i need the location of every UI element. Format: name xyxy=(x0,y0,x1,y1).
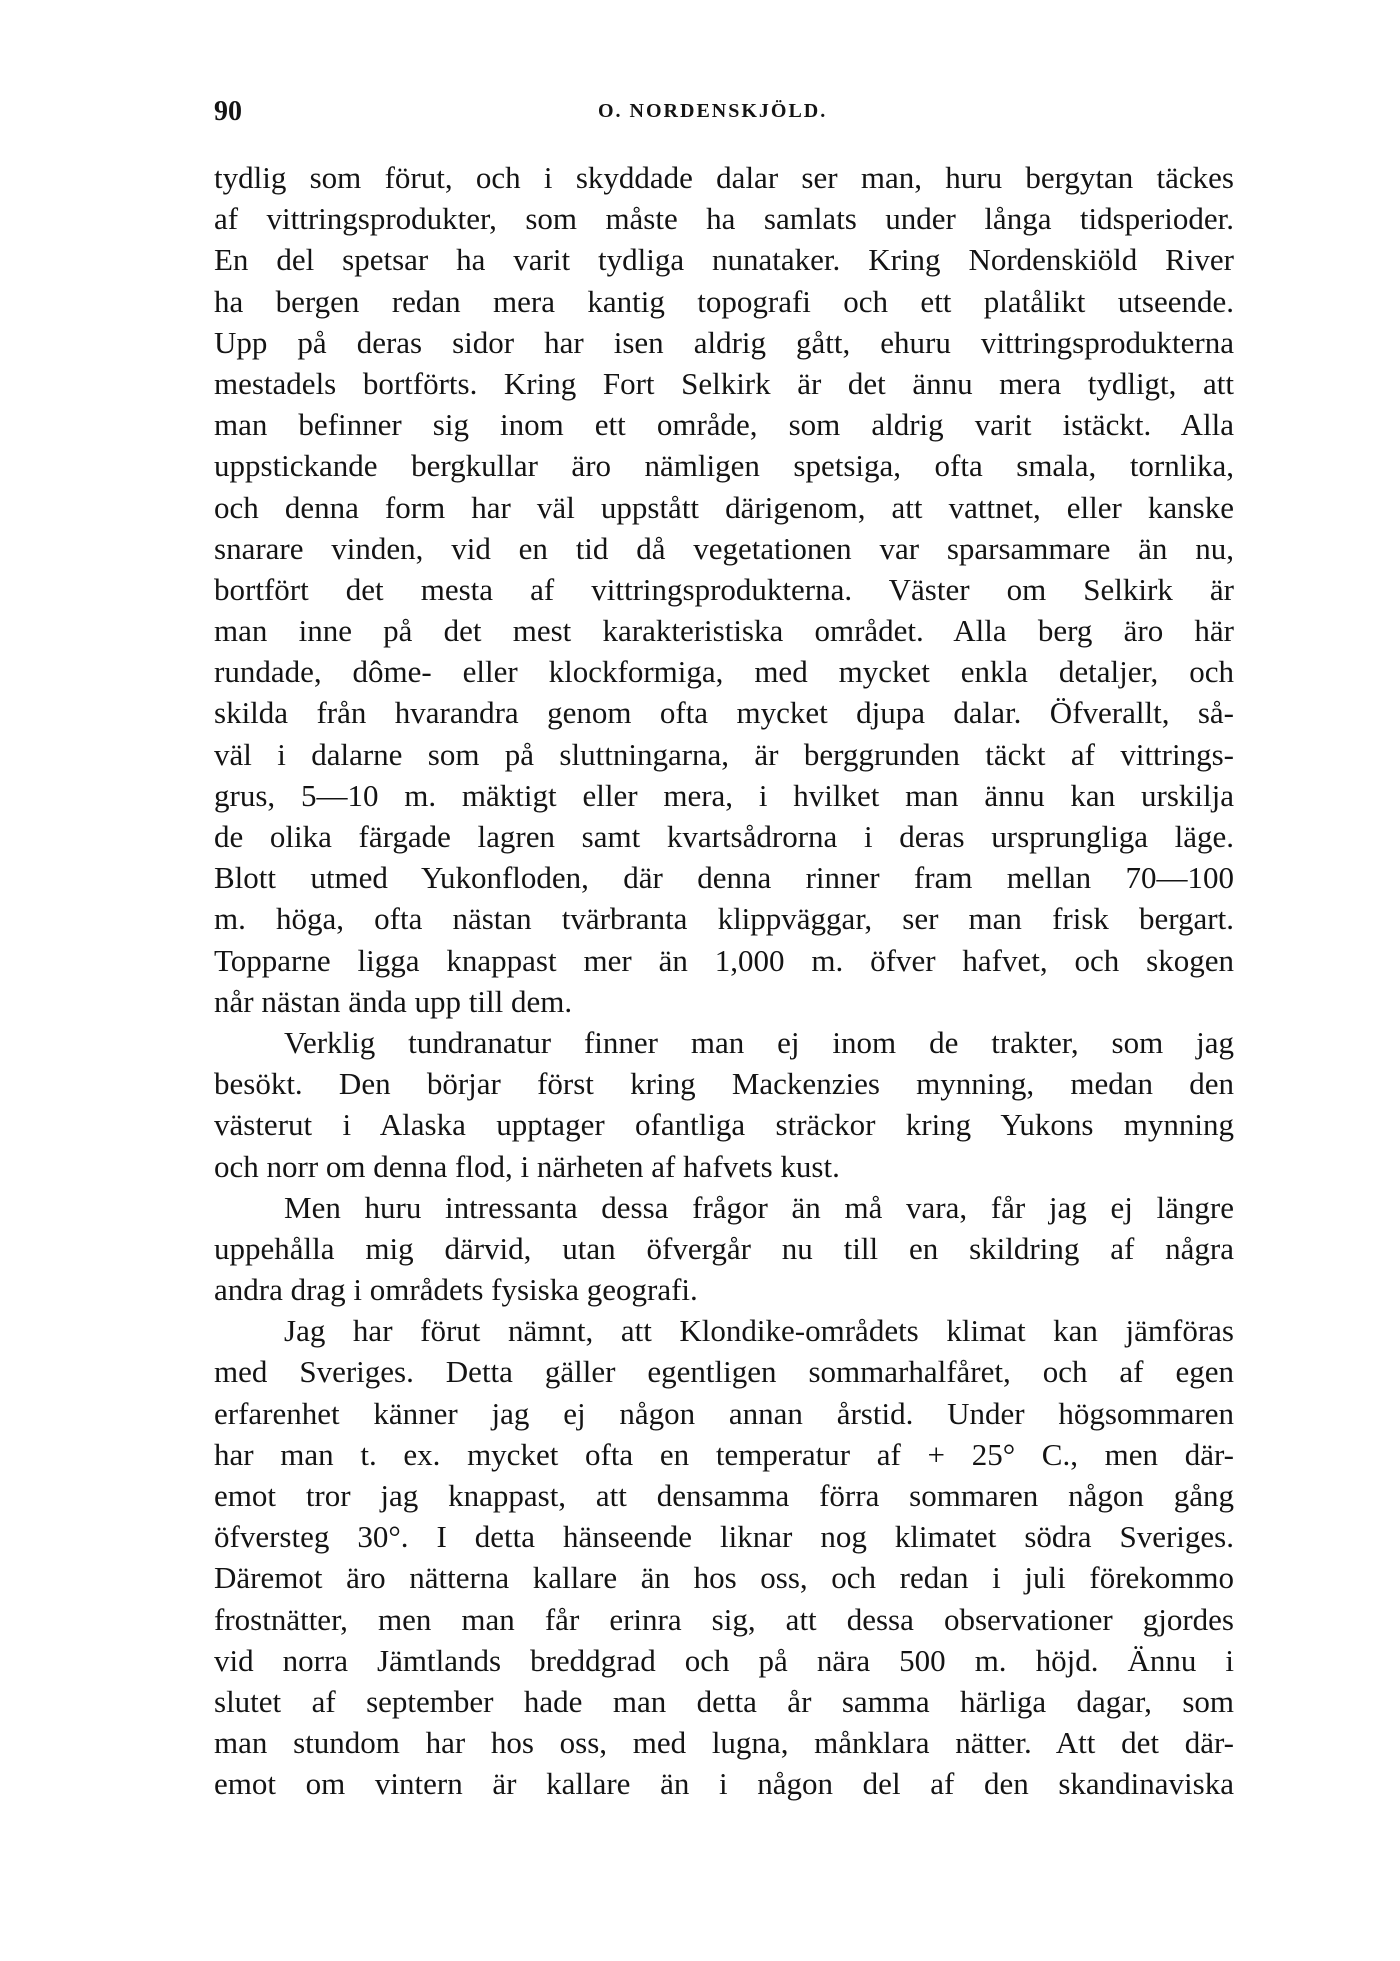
text-line: slutet af september hade man detta år samma härliga dagar, som xyxy=(214,1683,1234,1719)
text-line: ha bergen redan mera kantig topografi och ett platålikt utseende. xyxy=(214,283,1234,319)
text-line: västerut i Alaska upptager ofantliga sträckor kring Yukons mynning xyxy=(214,1107,1234,1143)
text-line: af vittringsprodukter, som måste ha samlats under långa tidsperioder. xyxy=(214,201,1234,237)
text-line: Men huru intressanta dessa frågor än må vara, får jag ej längre xyxy=(284,1189,1234,1225)
text-line: man stundom har hos oss, med lugna, månklara nätter. Att det där- xyxy=(214,1725,1234,1761)
text-line: mestadels bortförts. Kring Fort Selkirk är det ännu mera tydligt, att xyxy=(214,365,1234,401)
text-line: emot om vintern är kallare än i någon del af den skandinaviska xyxy=(214,1766,1234,1802)
text-line: och denna form har väl uppstått därigenom, att vattnet, eller kanske xyxy=(214,489,1234,525)
text-line: Verklig tundranatur finner man ej inom de trakter, som jag xyxy=(284,1024,1234,1060)
running-head: O. NORDENSKJÖLD. xyxy=(598,100,828,122)
body-text xyxy=(214,157,1234,1805)
text-line: uppstickande bergkullar äro nämligen spetsiga, ofta smala, tornlika, xyxy=(214,448,1234,484)
text-line: emot tror jag knappast, att densamma förra sommaren någon gång xyxy=(214,1478,1234,1513)
text-line: med Sveriges. Detta gäller egentligen sommarhalfåret, och af egen xyxy=(214,1354,1234,1390)
text-line: man befinner sig inom ett område, som aldrig varit istäckt. Alla xyxy=(214,407,1234,443)
text-line: bortfört det mesta af vittringsprodukterna. Väster om Selkirk är xyxy=(214,571,1234,607)
text-line: når nästan ända upp till dem. xyxy=(214,983,573,1019)
text-line: skilda från hvarandra genom ofta mycket djupa dalar. Öfverallt, så- xyxy=(214,695,1234,731)
text-line: Upp på deras sidor har isen aldrig gått, ehuru vittringsprodukterna xyxy=(214,324,1234,360)
page-header xyxy=(214,96,1234,136)
text-line: man inne på det mest karakteristiska området. Alla berg äro här xyxy=(214,613,1234,649)
text-line: och norr om denna flod, i närheten af hafvets kust. xyxy=(214,1148,840,1184)
text-line: Jag har förut nämnt, att Klondike-områdets klimat kan jämföras xyxy=(284,1313,1234,1349)
text-line: andra drag i områdets fysiska geografi. xyxy=(214,1272,698,1308)
text-line: Blott utmed Yukonfloden, där denna rinner fram mellan 70—100 xyxy=(214,860,1234,896)
text-line: Däremot äro nätterna kallare än hos oss, och redan i juli förekommo xyxy=(214,1560,1234,1596)
text-line: uppehålla mig därvid, utan öfvergår nu till en skildring af några xyxy=(214,1230,1234,1266)
page-number: 90 xyxy=(214,96,242,127)
text-line: öfversteg 30°. I detta hänseende liknar nog klimatet södra Sveriges. xyxy=(214,1519,1234,1555)
text-line: rundade, dôme- eller klockformiga, med mycket enkla detaljer, och xyxy=(214,654,1234,690)
text-line: En del spetsar ha varit tydliga nunataker. Kring Nordenskiöld River xyxy=(214,242,1234,278)
text-line: vid norra Jämtlands breddgrad och på nära 500 m. höjd. Ännu i xyxy=(214,1642,1234,1678)
text-line: snarare vinden, vid en tid då vegetationen var sparsammare än nu, xyxy=(214,530,1234,566)
text-line: Topparne ligga knappast mer än 1,000 m. öfver hafvet, och skogen xyxy=(214,942,1234,978)
text-line: har man t. ex. mycket ofta en temperatur af + 25° C., men där- xyxy=(214,1436,1234,1472)
text-line: erfarenhet känner jag ej någon annan årstid. Under högsommaren xyxy=(214,1395,1234,1431)
text-line: frostnätter, men man får erinra sig, att dessa observationer gjordes xyxy=(214,1601,1234,1637)
text-line: grus, 5—10 m. mäktigt eller mera, i hvilket man ännu kan urskilja xyxy=(214,777,1234,813)
text-line: besökt. Den börjar först kring Mackenzies mynning, medan den xyxy=(214,1066,1234,1102)
text-line: tydlig som förut, och i skyddade dalar ser man, huru bergytan täckes xyxy=(214,160,1234,195)
text-line: de olika färgade lagren samt kvartsådrorna i deras ursprungliga läge. xyxy=(214,819,1234,854)
text-line: m. höga, ofta nästan tvärbranta klippväggar, ser man frisk bergart. xyxy=(214,901,1234,937)
text-line: väl i dalarne som på sluttningarna, är berggrunden täckt af vittrings- xyxy=(214,736,1234,772)
